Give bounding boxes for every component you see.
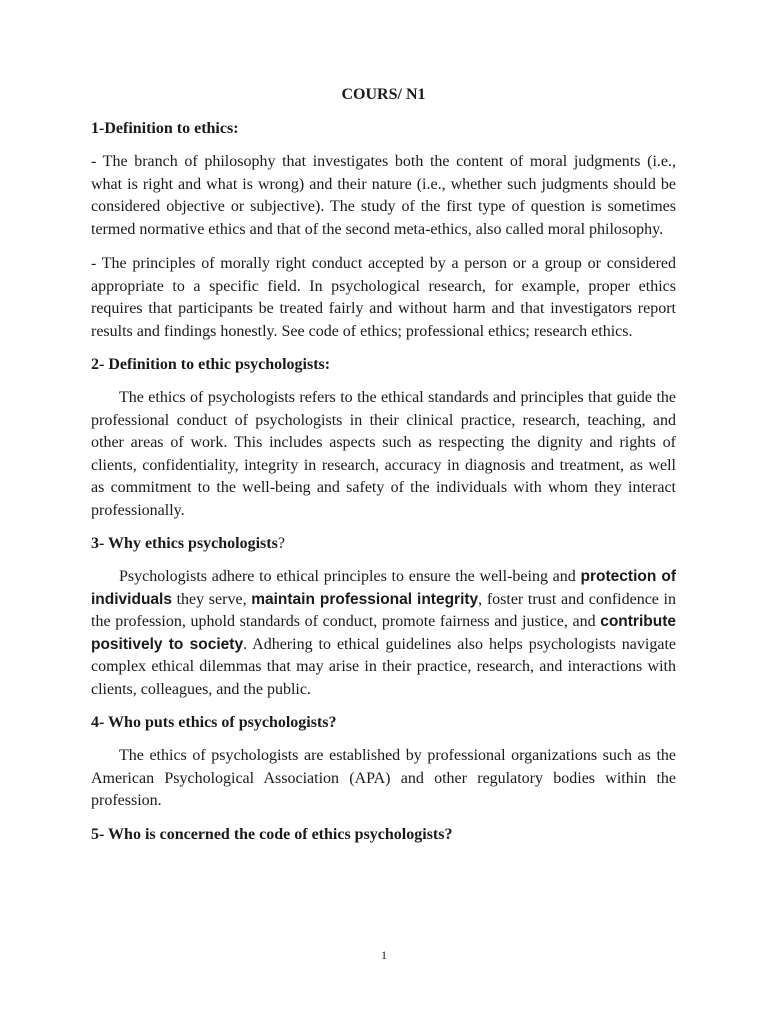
section-1-paragraph-2: - The principles of morally right conduct accepted by a person or a group or considered appropriate to a specific field. In psychological research, for example, proper ethics requires that participants be treated fairly and without harm and that investigators report results and findings honestly. See code of ethics; professional ethics; research ethics. [91, 255, 676, 340]
document-body [91, 85, 676, 857]
section-3-heading-text: 3- Why ethics psychologists [91, 535, 278, 552]
section-3-bold-3: contribute positively to society [91, 613, 676, 653]
section-3-heading [91, 534, 676, 554]
section-3-text-1: Psychologists adhere to ethical principles to ensure the well-being and [119, 568, 581, 585]
section-5-heading: 5- Who is concerned the code of ethics psychologists? [91, 825, 453, 843]
section-3-paragraph [91, 566, 676, 701]
section-3-text-2: they serve, [171, 590, 252, 608]
section-2-heading: 2- Definition to ethic psychologists: [91, 356, 331, 373]
section-3-text-3: , foster trust and confidence in the profession, uphold standards of conduct, promote fairness and justice, and [91, 590, 677, 630]
section-2-paragraph: The ethics of psychologists refers to the ethical standards and principles that guide the professional conduct of psychologists in their clinical practice, research, teaching, and other areas of work. This includes aspects such as respecting the dignity and rights of clients, confidentiality, integrity in research, accuracy in diagnosis and treatment, as well as commitment to the well-being and safety of the individuals with whom they interact professionally. [91, 389, 676, 519]
section-4-heading: 4- Who puts ethics of psychologists? [91, 714, 337, 731]
section-3-text-4: . Adhering to ethical guidelines also helps psychologists navigate complex ethical dilemmas that may arise in their practice, research, and interactions with clients, colleagues, and the public. [91, 635, 676, 698]
section-1-paragraph-1: - The branch of philosophy that investigates both the content of moral judgments (i.e., what is right and what is wrong) and their nature (i.e., whether such judgments should be considered objective or subjective). The study of the first type of question is sometimes termed normative ethics and that of the second meta-ethics, also called moral philosophy. [91, 153, 676, 238]
page-number: 1 [381, 948, 387, 962]
section-3-bold-1: protection of individuals [91, 568, 676, 608]
document-title: COURS/ N1 [341, 86, 426, 103]
section-1-heading: 1-Definition to ethics: [91, 120, 239, 137]
section-4-paragraph: The ethics of psychologists are established by professional organizations such as the American Psychological Association (APA) and other regulatory bodies within the profession. [91, 747, 676, 809]
section-3-bold-2: maintain professional integrity [251, 590, 479, 608]
section-3-heading-question-mark: ? [277, 535, 285, 552]
